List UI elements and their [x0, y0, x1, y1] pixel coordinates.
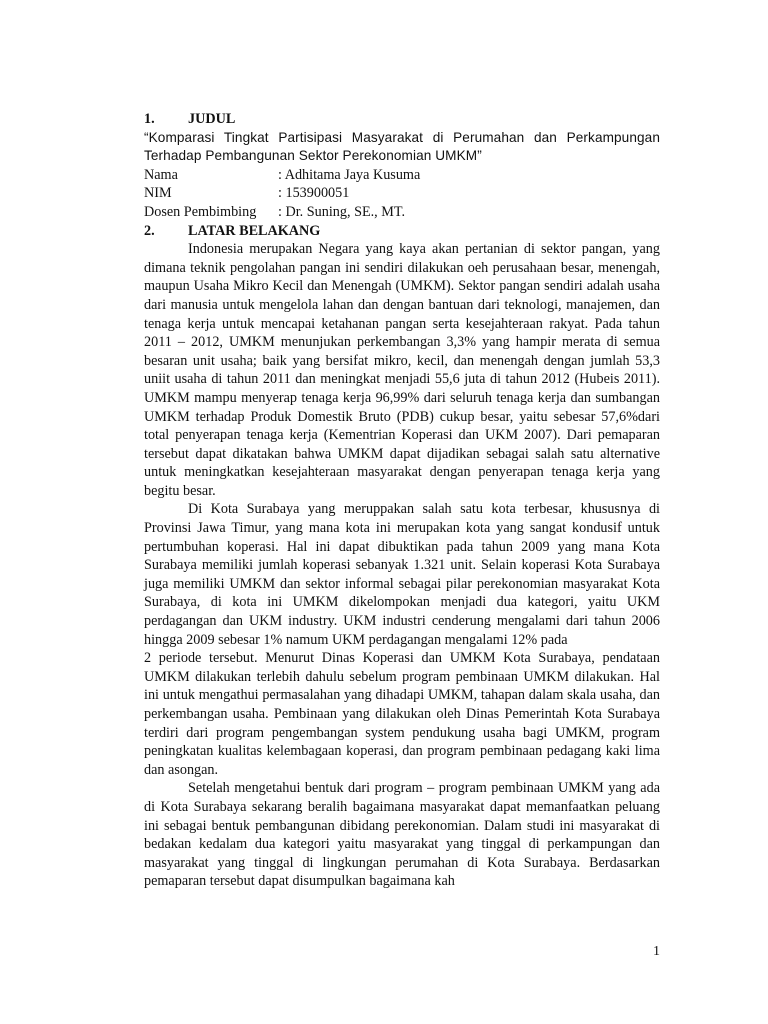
meta-label: NIM [144, 185, 172, 202]
section-title: LATAR BELAKANG [188, 222, 321, 239]
paragraph-2: Di Kota Surabaya yang meruppakan salah satu kota terbesar, khususnya di Provinsi Jawa Timur, yang mana kota ini merupakan kota yang sangat kondusif untuk pertumbuhan koperasi. Hal ini dapat dibuktikan pada tahun 2009 yang mana Kota Surabaya memiliki jumlah koperasi sebanyak 1.321 unit. Selain koperasi Kota Surabaya juga memiliki UMKM dan sektor informal sebagai pilar perekonomian masyarakat Kota Surabaya, di kota ini UMKM dikelompokan menjadi dua kategori, yaitu UKM perdagangan dan UKM industry. UKM industri cenderung mengalami dari tahun 2006 hingga 2009 sebesar 1% namum UKM perdagangan mengalami 12% pada [144, 501, 660, 648]
meta-value: : Dr. Suning, SE., MT. [278, 203, 406, 220]
section-heading-judul [144, 110, 660, 129]
meta-row-dosen [144, 203, 660, 222]
document-content [144, 110, 660, 891]
section-title: JUDUL [188, 111, 236, 127]
paragraph-1: Indonesia merupakan Negara yang kaya akan pertanian di sektor pangan, yang dimana teknik pengolahan pangan ini sendiri dilakukan oeh perusahaan besar, menengah, maupun Usaha Mikro Kecil dan Menengah (UMKM). Sektor pangan sendiri adalah usaha dari manusia untuk mengelola lahan dan dengan bantuan dari teknologi, manajemen, dan tenaga kerja untuk mencapai ketahanan pangan serta kesejahteraan rakyat. Pada tahun 2011 – 2012, UMKM menunjukan perkembangan 3,3% yang hampir merata di semua besaran unit usaha; baik yang bersifat mikro, kecil, dan menengah dengan jumlah 53,3 uniit usaha di tahun 2011 dan meningkat menjadi 55,6 juta di tahun 2012 (Hubeis 2011). UMKM mampu menyerap tenaga kerja 96,99% dari seluruh tenaga kerja dan sumbangan UMKM terhadap Produk Domestik Bruto (PDB) cukup besar, yaitu sebesar 57,6%dari total penyerapan tenaga kerja (Kementrian Koperasi dan UKM 2007). Dari pemaparan tersebut dapat dikatakan bahwa UMKM dapat dijadikan sebagai salah satu alternative untuk meningkatkan kesejahteraan masyarakat dengan penyerapan tenaga kerja yang begitu besar. [144, 241, 660, 499]
page-number: 1 [653, 944, 660, 959]
meta-label: Nama [144, 166, 178, 183]
section-number: 2. [144, 222, 155, 239]
proposal-title: “Komparasi Tingkat Partisipasi Masyarakat di Perumahan dan Perkampungan Terhadap Pembangunan Sektor Perekonomian UMKM” [144, 129, 660, 164]
meta-value: : Adhitama Jaya Kusuma [278, 166, 421, 183]
meta-value: : 153900051 [278, 185, 350, 202]
meta-row-nama [144, 166, 660, 185]
meta-label: Dosen Pembimbing [144, 203, 257, 220]
paragraph-3: 2 periode tersebut. Menurut Dinas Koperasi dan UMKM Kota Surabaya, pendataan UMKM dilakukan terlebih dahulu sebelum program pembinaan UMKM dilakukan. Hal ini untuk mengathui permasalahan yang dihadapi UMKM, tahapan dalam skala usaha, dan perkembangan usaha. Pembinaan yang dilakukan oleh Dinas Pemerintah Kota Surabaya terdiri dari program pengembangan system pendukung usaha bagi UMKM, program peningkatan kualitas kelembagaan koperasi, dan program pembinaan pedagang kaki lima dan asongan. [144, 650, 660, 778]
meta-row-nim [144, 184, 660, 203]
paragraph-4: Setelah mengetahui bentuk dari program – program pembinaan UMKM yang ada di Kota Surabaya sekarang beralih bagaimana masyarakat dapat memanfaatkan peluang ini sebagai bentuk pembangunan dibidang perekonomian. Dalam studi ini masyarakat di bedakan kedalam dua kategori yaitu masyarakat yang tinggal di perkampungan dan masyarakat yang tinggal di lingkungan perumahan di Kota Surabaya. Berdasarkan pemaparan tersebut dapat disumpulkan bagaimana kah [144, 780, 660, 890]
section-number: 1. [144, 111, 155, 127]
section-heading-latar-belakang [144, 222, 660, 241]
